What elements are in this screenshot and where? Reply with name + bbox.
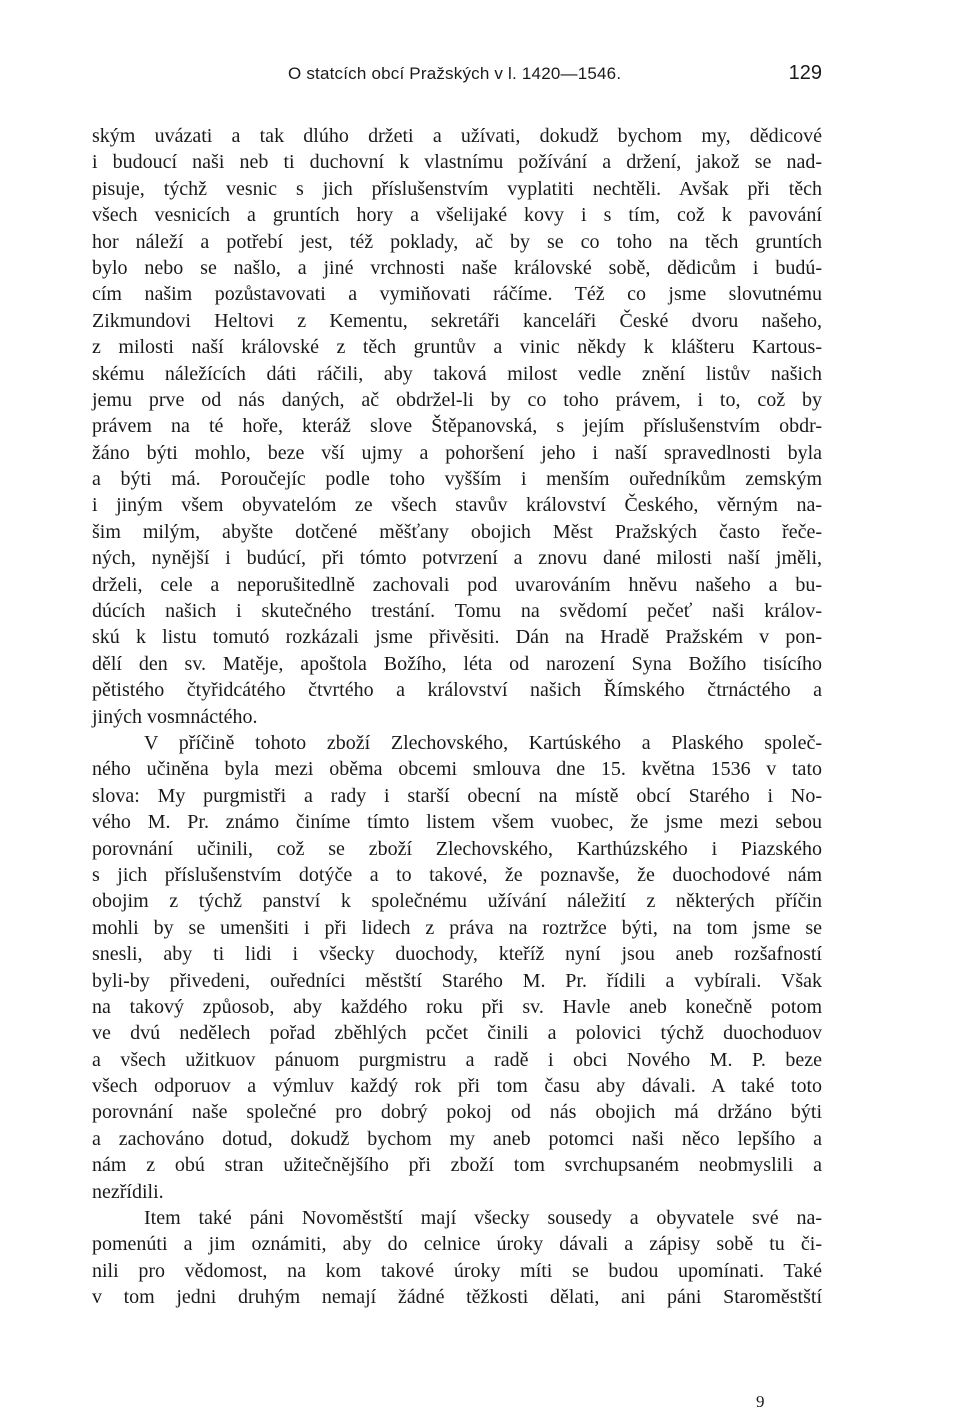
text-line: bylo nebo se našlo, a jiné vrchnosti naše královské sobě, dědicům i budú- (92, 256, 822, 279)
text-line: pisuje, týchž vesnic s jich příslušenstvím vyplatiti nechtěli. Avšak při těch (92, 177, 822, 200)
text-line: ných, nynější i budúcí, při tómto potvrzení a znovu dané milosti naší jměli, (92, 547, 822, 570)
text-line: porovnání učinili, což se zboží Zlechovského, Karthúzského i Piazského (92, 837, 822, 860)
text-line: jemu prve od nás daných, ač obdržel-li by co toho právem, i to, což by (92, 388, 822, 411)
text-line: jiných vosmnáctého. (92, 705, 258, 728)
text-line: žáno býti mohlo, beze vší ujmy a pohoršení jeho i naší spravedlnosti byla (92, 441, 822, 464)
text-line: právem na té hoře, kteráž slove Štěpanovská, s jejím příslušenstvím obdr- (92, 415, 822, 438)
text-line: drželi, cele a neporušitedlně zachovali pod uvarováním hněvu našeho a bu- (92, 573, 822, 596)
running-header (92, 64, 822, 94)
text-line: V příčině tohoto zboží Zlechovského, Kartúského a Plaského společ- (144, 731, 822, 754)
text-line: snesli, aby ti lidi i všecky duochody, kteříž nyní jsou aneb rozšafností (92, 943, 822, 966)
page-number: 129 (788, 62, 822, 84)
text-line: i budoucí naši neb ti duchovní k vlastnímu požívání a držení, jakož se nad- (92, 151, 822, 174)
text-line: Item také páni Novoměstští mají všecky sousedy a obyvatele své na- (144, 1207, 822, 1230)
signature-mark: 9 (756, 1392, 765, 1411)
text-line: Zikmundovi Heltovi z Kementu, sekretáři kanceláři České dvoru našeho, (92, 309, 822, 332)
text-line: skému náležících dáti ráčili, aby taková milost vedle znění listův našich (92, 362, 822, 385)
text-line: dúcích našich i skutečného trestání. Tomu na svědomí pečeť naši králov- (92, 600, 822, 623)
text-line: skú k listu tomutó rozkázali jsme přivěsiti. Dán na Hradě Pražském v pon- (92, 626, 822, 649)
text-line: hor náleží a potřebí jest, též poklady, ač by se co toho na těch gruntích (92, 230, 822, 253)
text-line: mohli by se umenšiti i při lidech z práva na roztržce býti, na tom jsme se (92, 916, 822, 939)
text-line: nili pro vědomost, na kom takové úroky míti se budou upomínati. Také (92, 1259, 822, 1282)
text-line: dělí den sv. Matěje, apoštola Božího, léta od narození Syna Božího tisícího (92, 652, 822, 675)
text-line: a býti má. Poroučejíc podle toho vyšším i menším ouředníkům zemským (92, 468, 822, 491)
text-line: ného učiněna byla mezi oběma obcemi smlouva dne 15. května 1536 v tato (92, 758, 822, 781)
text-line: byli-by přivedeni, ouředníci městští Starého M. Pr. řídili a vybírali. Však (92, 969, 822, 992)
text-line: obojim z týchž panství k společnému užívání náležití z některých příčin (92, 890, 822, 913)
text-line: slova: My purgmistři a rady i starší obecní na místě obcí Starého i No- (92, 784, 822, 807)
text-line: vého M. Pr. známo činíme tímto listem všem vuobec, že jsme mezi sebou (92, 811, 822, 834)
text-line: pětistého čtyřidcátého čtvrtého a království našich Římského čtrnáctého a (92, 679, 822, 702)
text-line: a zachováno dotud, dokudž bychom my aneb potomci naši něco lepšího a (92, 1127, 822, 1150)
text-line: s jich příslušenstvím dotýče a to takové, že poznavše, že duochodové nám (92, 863, 822, 886)
text-line: i jiným všem obyvatelóm ze všech stavův království Českého, věrným na- (92, 494, 822, 517)
text-line: porovnání naše společné pro dobrý pokoj od nás obojich má držáno býti (92, 1101, 822, 1124)
text-line: všech vesnicích a gruntích hory a všelijaké kovy i s tím, což k pavování (92, 204, 822, 227)
text-line: pomenúti a jim oznámiti, aby do celnice úroky dávali a zápisy sobě tu či- (92, 1233, 822, 1256)
text-line: ve dvú nedělech pořad zběhlých pcčet činili a polovici týchž duochoduov (92, 1022, 822, 1045)
header-title: O statcích obcí Pražských v l. 1420—1546. (288, 64, 622, 83)
text-line: nezřídili. (92, 1180, 164, 1203)
text-line: z milosti naší královské z těch gruntův a vinic někdy k klášteru Kartous- (92, 336, 822, 359)
text-line: v tom jedni druhým nemají žádné těžkosti dělati, ani páni Staroměstští (92, 1286, 822, 1309)
text-line: nám z obú stran užitečnějšího při zboží tom svrchupsaném neobmyslili a (92, 1154, 822, 1177)
text-line: a všech užitkuov pánuom purgmistru a radě i obci Nového M. P. beze (92, 1048, 822, 1071)
text-line: na takový způosob, aby každého roku při sv. Havle aneb konečně potom (92, 995, 822, 1018)
text-line: ským uvázati a tak dlúho držeti a užívati, dokudž bychom my, dědicové (92, 125, 822, 147)
text-line: šim milým, abyšte dotčené měšťany obojich Měst Pražských často řeče- (92, 520, 822, 543)
body-text (92, 123, 822, 1311)
text-line: cím našim pozůstavovati a vymiňovati ráčíme. Též co jsme slovutnému (92, 283, 822, 306)
text-line: všech odporuov a výmluv každý rok při tom času aby dávali. A také toto (92, 1075, 822, 1098)
